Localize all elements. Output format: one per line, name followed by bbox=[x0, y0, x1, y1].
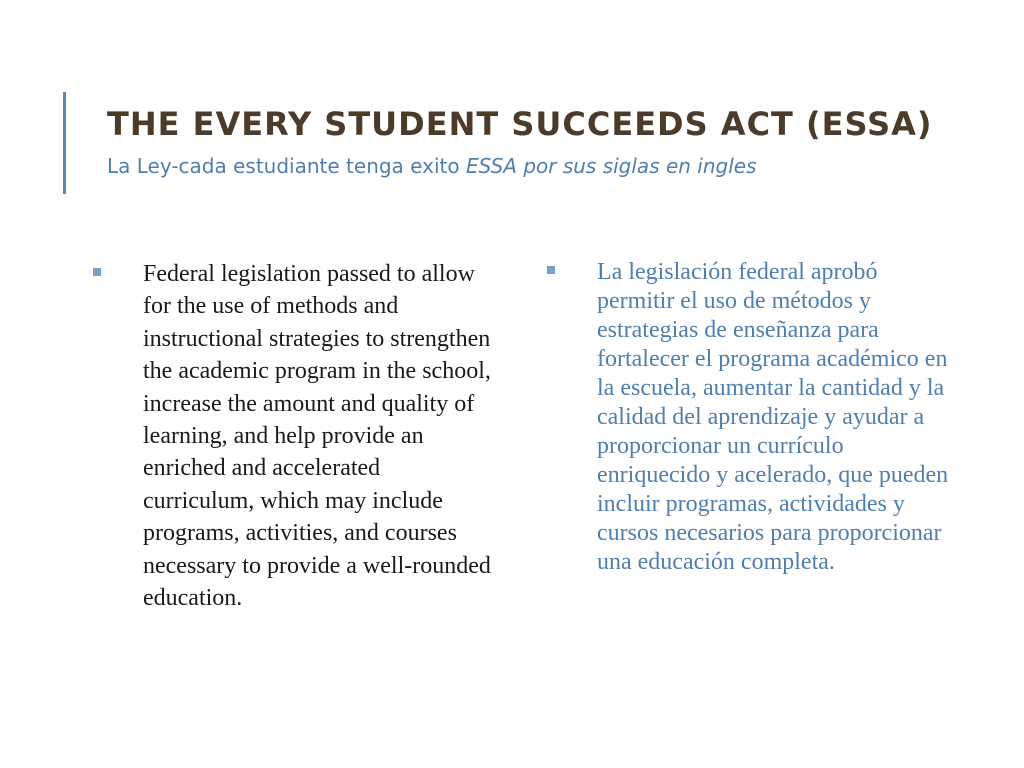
subtitle-regular: La Ley-cada estudiante tenga exito bbox=[107, 154, 466, 178]
bullet-text-spanish: La legislación federal aprobó permitir el uso de métodos y estrategias de enseñanza para fortalecer el programa académico en la escuela, aumentar la cantidad y la calidad del aprendizaje y ayudar a proporcionar un currículo enriquecido y acelerado, que pueden incluir programas, actividades y cursos necesarios para proporcionar una educación completa. bbox=[597, 259, 949, 575]
spanish-column bbox=[547, 258, 957, 577]
bullet-item-spanish bbox=[547, 258, 957, 577]
bullet-text-english: Federal legislation passed to allow for the use of methods and instructional strategies to strengthen the academic program in the school, increase the amount and quality of learning, and help provide an enriched and accelerated curriculum, which may include programs, activities, and courses necessary to provide a well-rounded education. bbox=[143, 261, 491, 612]
title-accent-bar bbox=[63, 92, 66, 194]
slide-subtitle bbox=[107, 150, 987, 182]
square-bullet-icon bbox=[547, 266, 555, 274]
bullet-item-english bbox=[93, 258, 493, 614]
slide-title: THE EVERY STUDENT SUCCEEDS ACT (ESSA) bbox=[107, 105, 933, 143]
english-column bbox=[93, 258, 493, 614]
square-bullet-icon bbox=[93, 268, 101, 276]
subtitle-italic: ESSA por sus siglas en ingles bbox=[465, 154, 757, 178]
